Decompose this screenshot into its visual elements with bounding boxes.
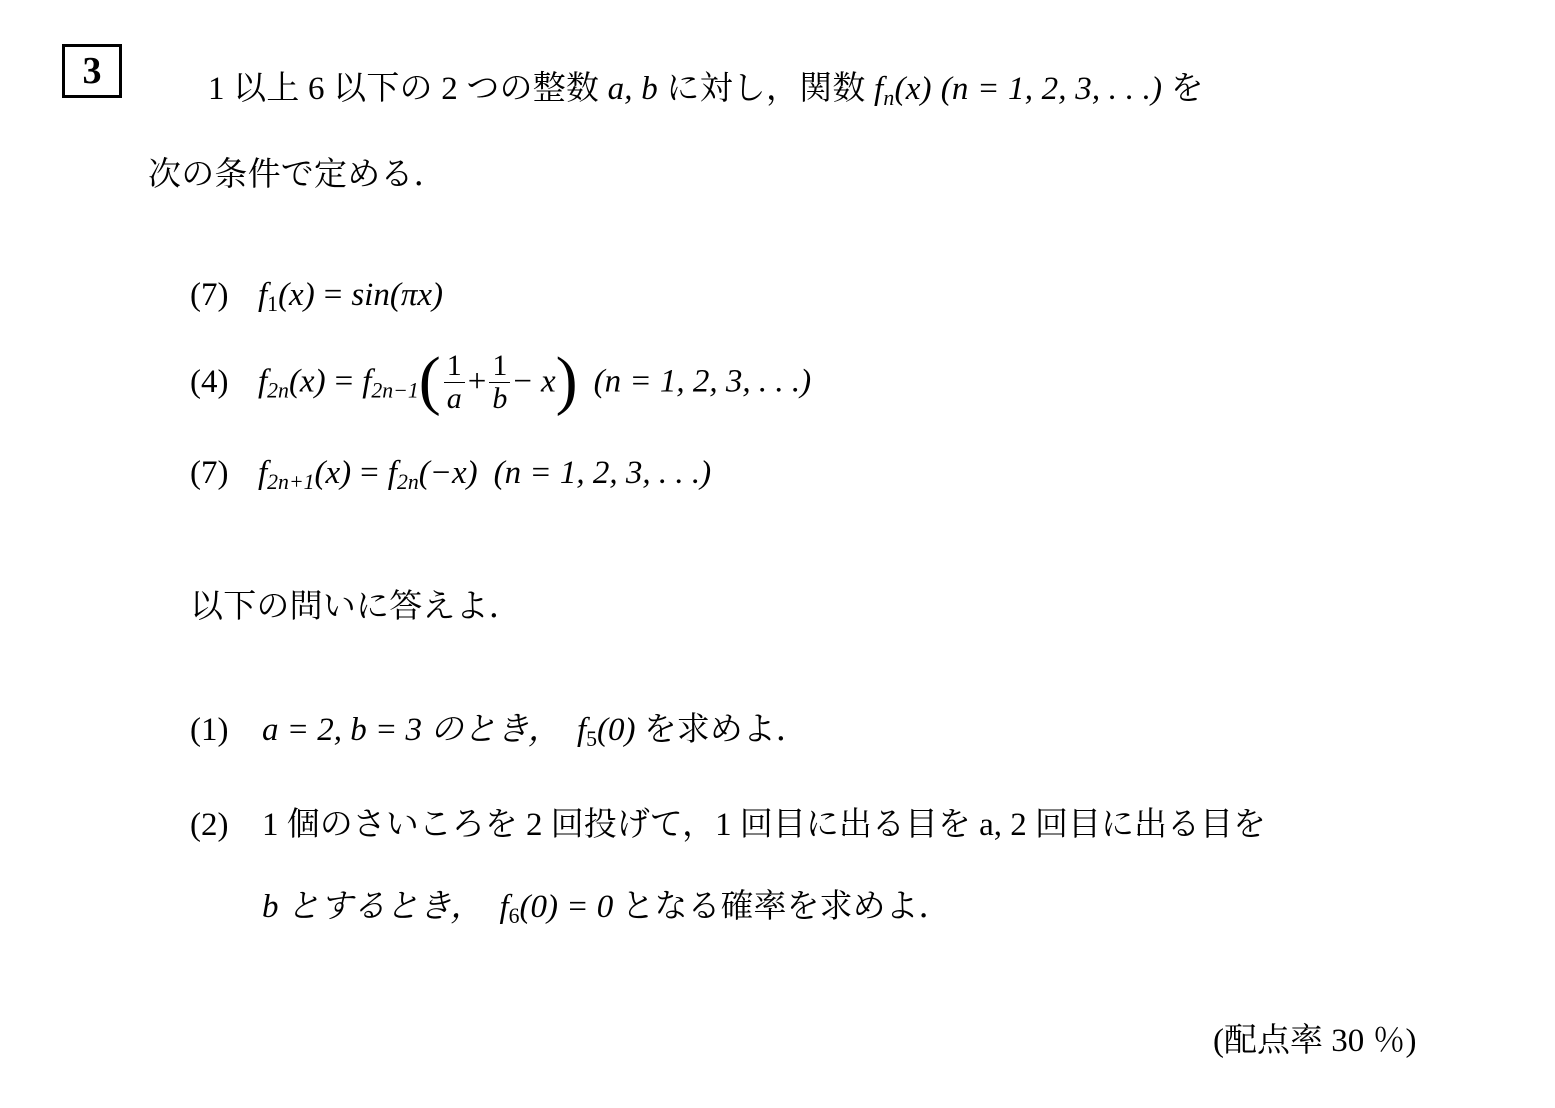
instruction-line: 以下の問いに答えよ． [190, 589, 522, 625]
definition-3-lhs-f: f [258, 455, 268, 491]
definition-1-lhs-f: f [258, 277, 268, 313]
definition-1-equals: = [323, 277, 343, 313]
definition-3-lhs-arg: (x) [314, 455, 352, 491]
definition-3-tag: (7) [190, 455, 229, 491]
definition-2-equals: = [334, 363, 354, 400]
intro-line-2: 次の条件で定める． [148, 157, 447, 193]
definition-3-rhs-subscript: 2n [396, 470, 419, 495]
definition-3-rhs-arg: (−x) [418, 455, 478, 491]
question-2-text-line2-post: となる確率を求めよ． [613, 889, 952, 925]
fraction-denominator: a [444, 382, 465, 415]
question-1-function: f [576, 712, 587, 748]
question-1 [190, 703, 809, 752]
definition-1-lhs-subscript: 1 [267, 292, 279, 317]
question-2-text-line1: 1 個のさいころを 2 回投げて，1 回目に出る目を a, 2 回目に出る目を [262, 807, 1266, 843]
intro-index-range: (n = 1, 2, 3, . . .) [940, 71, 1163, 107]
question-1-function-subscript: 5 [586, 727, 598, 752]
definition-2-plus: + [467, 363, 487, 400]
question-1-tag: (1) [190, 712, 229, 748]
question-2-text-line2-pre: b とするとき， [262, 889, 484, 925]
question-2-line-2 [262, 880, 952, 929]
intro-text-mid: に対し，関数 [657, 71, 875, 107]
question-1-function-arg: (0) [597, 712, 636, 748]
question-2-function-arg: (0) = 0 [519, 889, 614, 925]
definition-3-lhs-subscript: 2n+1 [267, 470, 315, 495]
definition-2-lhs-subscript: 2n [267, 378, 289, 403]
definition-3-range: (n = 1, 2, 3, . . .) [493, 455, 712, 491]
definition-2-rhs-subscript: 2n−1 [371, 378, 419, 403]
intro-function-name: f [874, 71, 884, 107]
question-2-line-1 [190, 798, 1266, 845]
question-2-function: f [499, 889, 509, 925]
question-2-tag: (2) [190, 807, 229, 843]
definition-3-rhs-f: f [387, 455, 397, 491]
intro-function-subscript: n [883, 86, 895, 111]
definition-3-equals: = [360, 455, 379, 491]
definition-1-rhs: sin(πx) [351, 277, 443, 313]
problem-number-box: 3 [62, 44, 122, 98]
definition-1-lhs-arg: (x) [278, 277, 315, 313]
definition-2-rhs-f: f [362, 363, 372, 400]
definition-2-range: (n = 1, 2, 3, . . .) [593, 363, 812, 400]
intro-text-pre: 1 以上 6 以下の 2 つの整数 [208, 71, 608, 107]
score-weight-note: (配点率 30 ％) [1213, 1023, 1417, 1059]
definition-2: (4) $f_{2n}(x) = f_{2n-1}$( $\frac{1}{a}$ + $\frac{1}{b}$ − x) (n = 1, 2, 3, . . .) [190, 343, 812, 417]
definition-1-tag: (7) [190, 277, 229, 313]
intro-function-argument: (x) [894, 71, 932, 107]
definition-2-tag: (4) [190, 363, 229, 400]
fraction-denominator: b [489, 382, 510, 415]
intro-line-1 [208, 62, 1204, 111]
definition-1 [190, 277, 443, 317]
definition-2-lhs-f: f [258, 363, 268, 400]
definition-3 [190, 455, 711, 495]
intro-variables: a, b [607, 71, 658, 107]
intro-text-end: を [1162, 71, 1204, 107]
question-1-text-pre: a = 2, b = 3 のとき， [262, 712, 561, 748]
question-1-text-post: を求めよ． [635, 712, 809, 748]
fraction-one-over-a [444, 350, 465, 414]
question-2-function-subscript: 6 [508, 904, 520, 929]
definition-2-variable-x: x [540, 363, 556, 400]
fraction-numerator: 1 [492, 349, 508, 382]
fraction-numerator: 1 [446, 349, 462, 382]
definition-2-lhs-arg: (x) [288, 363, 326, 400]
definition-2-minus: − [513, 363, 532, 400]
fraction-one-over-b [489, 350, 510, 414]
